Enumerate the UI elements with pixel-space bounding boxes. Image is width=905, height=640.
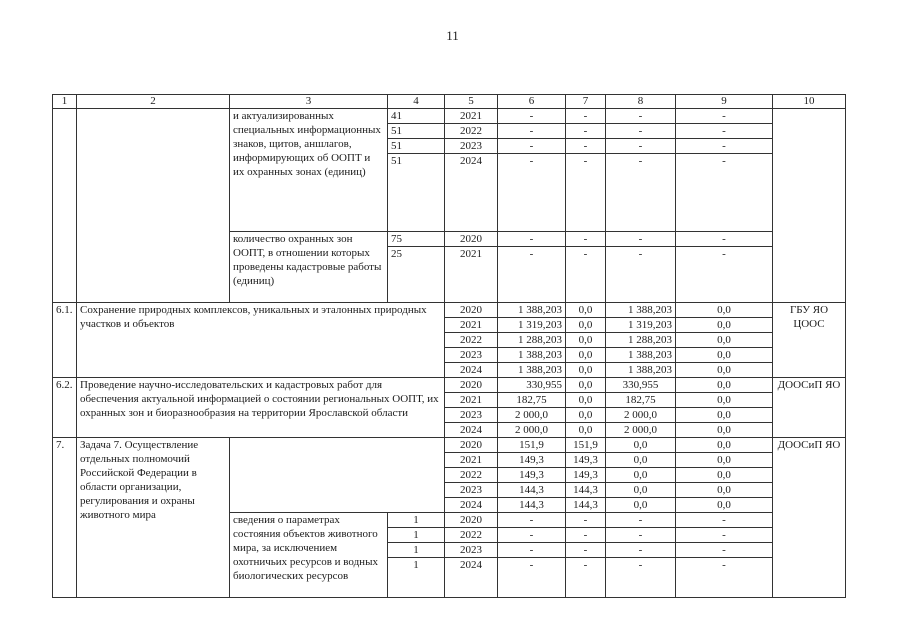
value-cell: 0,0 [566,408,606,423]
year-cell: 2023 [445,139,498,154]
value-cell: 0,0 [676,363,773,378]
indicator-value: 51 [388,154,445,232]
year-cell: 2020 [445,378,498,393]
dash-cell: - [676,247,773,303]
value-cell: 0,0 [676,348,773,363]
value-cell: 1 388,203 [498,348,566,363]
dash-cell: - [676,558,773,598]
indicator-value: 1 [388,558,445,598]
value-cell: 0,0 [676,453,773,468]
value-cell: 1 388,203 [606,363,676,378]
year-cell: 2024 [445,154,498,232]
empty-cell [77,109,230,303]
executor-cell: ДООСиП ЯО [773,438,846,598]
indicator-cell: количество охранных зон ООПТ, в отношении которых проведены кадастровые работы (единиц) [230,232,388,303]
dash-cell: - [498,558,566,598]
dash-cell: - [676,109,773,124]
row-number: 7. [53,438,77,598]
year-cell: 2022 [445,333,498,348]
dash-cell: - [606,558,676,598]
indicator-value: 51 [388,124,445,139]
program-table [52,94,846,598]
year-cell: 2022 [445,124,498,139]
value-cell: 330,955 [498,378,566,393]
value-cell: 2 000,0 [498,423,566,438]
value-cell: 149,3 [498,468,566,483]
executor-cell: ДООСиП ЯО [773,378,846,438]
dash-cell: - [498,247,566,303]
header-cell: 9 [676,95,773,109]
indicator-value: 75 [388,232,445,247]
dash-cell: - [676,543,773,558]
header-cell: 3 [230,95,388,109]
value-cell: 0,0 [676,483,773,498]
value-cell: 1 319,203 [606,318,676,333]
value-cell: 0,0 [676,393,773,408]
dash-cell: - [676,513,773,528]
indicator-cell: сведения о параметрах состояния объектов животного мира, за исключением охотничьих ресурсов и водных биологических ресурсов [230,513,388,598]
indicator-value: 1 [388,528,445,543]
value-cell: 330,955 [606,378,676,393]
value-cell: 149,3 [566,453,606,468]
year-cell: 2021 [445,109,498,124]
indicator-cell: и актуализированных специальных информационных знаков, щитов, аншлагов, информирующих об ООПТ и их охранных зонах (единиц) [230,109,388,232]
value-cell: 144,3 [566,498,606,513]
value-cell: 0,0 [676,423,773,438]
year-cell: 2021 [445,247,498,303]
indicator-value: 1 [388,513,445,528]
value-cell: 0,0 [566,393,606,408]
year-cell: 2023 [445,483,498,498]
year-cell: 2021 [445,393,498,408]
dash-cell: - [498,109,566,124]
empty-cell [230,438,445,513]
row-number: 6.1. [53,303,77,378]
dash-cell: - [676,232,773,247]
year-cell: 2023 [445,408,498,423]
dash-cell: - [566,247,606,303]
dash-cell: - [676,124,773,139]
year-cell: 2022 [445,528,498,543]
value-cell: 0,0 [676,318,773,333]
year-cell: 2023 [445,348,498,363]
value-cell: 0,0 [606,483,676,498]
header-row [53,95,846,109]
header-cell: 1 [53,95,77,109]
dash-cell: - [566,232,606,247]
dash-cell: - [498,543,566,558]
value-cell: 0,0 [606,468,676,483]
year-cell: 2024 [445,498,498,513]
year-cell: 2023 [445,543,498,558]
year-cell: 2022 [445,468,498,483]
value-cell: 1 319,203 [498,318,566,333]
value-cell: 0,0 [676,408,773,423]
row-number: 6.2. [53,378,77,438]
year-cell: 2024 [445,363,498,378]
executor-cell: ГБУ ЯО ЦООС [773,303,846,378]
value-cell: 0,0 [566,333,606,348]
value-cell: 1 288,203 [498,333,566,348]
value-cell: 1 388,203 [606,348,676,363]
dash-cell: - [566,528,606,543]
measure-title: Сохранение природных комплексов, уникальных и эталонных природных участков и объектов [77,303,445,378]
dash-cell: - [606,513,676,528]
value-cell: 149,3 [498,453,566,468]
value-cell: 1 388,203 [606,303,676,318]
value-cell: 1 288,203 [606,333,676,348]
dash-cell: - [498,528,566,543]
value-cell: 0,0 [606,438,676,453]
indicator-value: 51 [388,139,445,154]
indicator-value: 1 [388,543,445,558]
dash-cell: - [566,139,606,154]
value-cell: 0,0 [566,318,606,333]
value-cell: 0,0 [606,498,676,513]
value-cell: 0,0 [566,303,606,318]
dash-cell: - [498,513,566,528]
year-cell: 2021 [445,318,498,333]
value-cell: 0,0 [676,333,773,348]
value-cell: 0,0 [676,378,773,393]
dash-cell: - [606,124,676,139]
table-row [53,303,846,318]
header-cell: 5 [445,95,498,109]
header-cell: 6 [498,95,566,109]
value-cell: 0,0 [676,498,773,513]
dash-cell: - [606,139,676,154]
value-cell: 0,0 [566,348,606,363]
indicator-value: 25 [388,247,445,303]
dash-cell: - [676,154,773,232]
year-cell: 2020 [445,232,498,247]
dash-cell: - [676,139,773,154]
year-cell: 2020 [445,513,498,528]
value-cell: 0,0 [676,468,773,483]
year-cell: 2024 [445,423,498,438]
header-cell: 8 [606,95,676,109]
value-cell: 1 388,203 [498,303,566,318]
value-cell: 144,3 [498,483,566,498]
indicator-value: 41 [388,109,445,124]
table-row [53,438,846,453]
dash-cell: - [498,232,566,247]
year-cell: 2020 [445,438,498,453]
year-cell: 2021 [445,453,498,468]
value-cell: 151,9 [566,438,606,453]
value-cell: 1 388,203 [498,363,566,378]
header-cell: 4 [388,95,445,109]
page-number: 11 [446,28,459,43]
dash-cell: - [498,139,566,154]
year-cell: 2020 [445,303,498,318]
value-cell: 0,0 [566,378,606,393]
year-cell: 2024 [445,558,498,598]
table-row [53,378,846,393]
task-title: Задача 7. Осуществление отдельных полномочий Российской Федерации в области организации, регулирования и охраны животного мира [77,438,230,598]
value-cell: 151,9 [498,438,566,453]
value-cell: 182,75 [498,393,566,408]
value-cell: 0,0 [606,453,676,468]
value-cell: 0,0 [676,303,773,318]
value-cell: 0,0 [566,423,606,438]
measure-title: Проведение научно-исследовательских и кадастровых работ для обеспечения актуальной информацией о состоянии региональных ООПТ, их охранных зон и биоразнообразия на территории Ярославской области [77,378,445,438]
dash-cell: - [606,232,676,247]
dash-cell: - [606,109,676,124]
value-cell: 144,3 [498,498,566,513]
value-cell: 144,3 [566,483,606,498]
dash-cell: - [606,528,676,543]
empty-cell [773,109,846,303]
value-cell: 149,3 [566,468,606,483]
value-cell: 0,0 [566,363,606,378]
header-cell: 7 [566,95,606,109]
value-cell: 2 000,0 [606,408,676,423]
dash-cell: - [498,124,566,139]
dash-cell: - [566,124,606,139]
header-cell: 10 [773,95,846,109]
dash-cell: - [606,247,676,303]
dash-cell: - [566,513,606,528]
table-row [53,109,846,124]
value-cell: 2 000,0 [498,408,566,423]
value-cell: 182,75 [606,393,676,408]
value-cell: 2 000,0 [606,423,676,438]
dash-cell: - [566,109,606,124]
dash-cell: - [566,543,606,558]
empty-cell [53,109,77,303]
header-cell: 2 [77,95,230,109]
dash-cell: - [676,528,773,543]
dash-cell: - [606,154,676,232]
dash-cell: - [606,543,676,558]
dash-cell: - [566,558,606,598]
dash-cell: - [498,154,566,232]
dash-cell: - [566,154,606,232]
value-cell: 0,0 [676,438,773,453]
